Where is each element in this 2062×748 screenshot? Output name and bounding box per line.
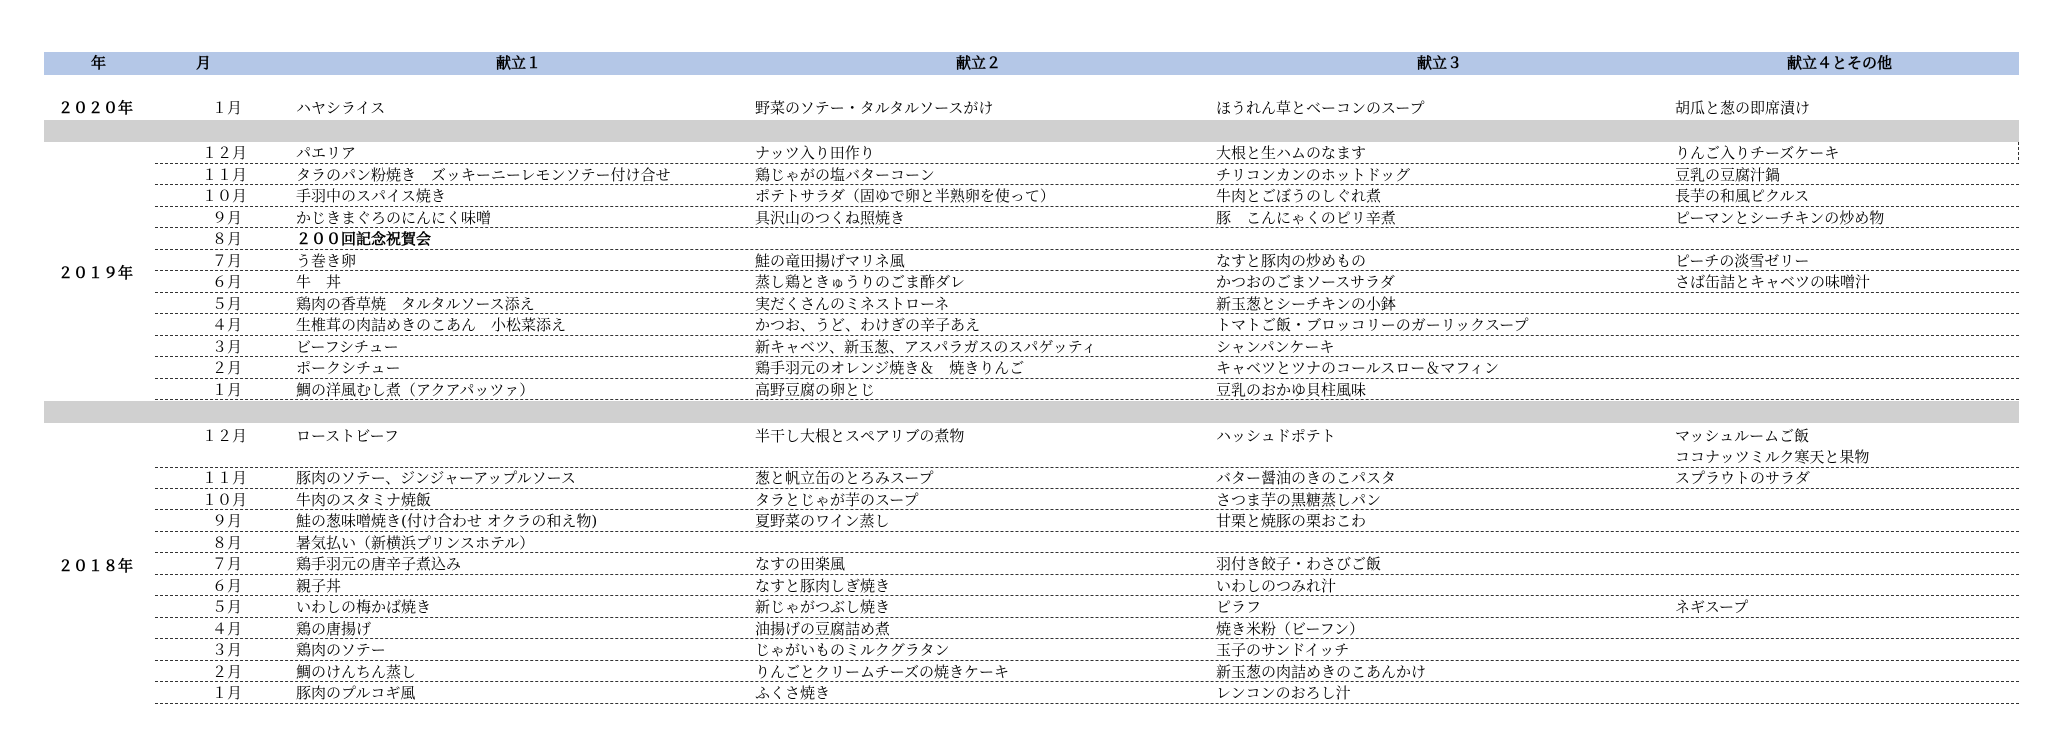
cell-menu3: 玉子のサンドイッチ bbox=[1216, 641, 1350, 659]
table-row bbox=[0, 575, 2062, 597]
cell-menu2: タラとじゃが芋のスープ bbox=[755, 490, 919, 509]
cell-menu3: なすと豚肉の炒めもの bbox=[1216, 251, 1367, 270]
section-separator bbox=[44, 120, 2019, 142]
table-row bbox=[0, 425, 2062, 467]
cell-menu2: ポテトサラダ（固ゆで卵と半熟卵を使って） bbox=[755, 187, 1055, 205]
cell-month: ６月 bbox=[211, 576, 242, 595]
cell-menu1: 鶏肉の香草焼 タルタルソース添え bbox=[296, 294, 535, 313]
cell-menu2: 具沢山のつくね照焼き bbox=[755, 208, 906, 227]
section-separator bbox=[44, 401, 2019, 423]
cell-menu2: 夏野菜のワイン蒸し bbox=[755, 512, 890, 530]
year-2018: ２０１８年 bbox=[58, 557, 134, 575]
cell-month: １月 bbox=[211, 684, 242, 702]
cell-menu3: かつおのごまソースサラダ bbox=[1216, 273, 1395, 291]
cell-month: １１月 bbox=[202, 165, 248, 184]
table-row bbox=[0, 357, 2062, 379]
cell-menu2: 高野豆腐の卵とじ bbox=[755, 380, 876, 399]
cell-menu2: なすの田楽風 bbox=[755, 555, 846, 573]
cell-menu4: 長芋の和風ピクルス bbox=[1675, 187, 1810, 205]
cell-menu1: ２００回記念祝賀会 bbox=[296, 230, 432, 248]
header-row bbox=[44, 52, 2019, 75]
header-menu1: 献立１ bbox=[496, 54, 542, 72]
cell-menu3: 新玉葱とシーチキンの小鉢 bbox=[1216, 294, 1396, 313]
cell-menu4: 豆乳の豆腐汁鍋 bbox=[1675, 165, 1781, 184]
cell-menu4: さば缶詰とキャベツの味噌汁 bbox=[1675, 273, 1871, 291]
cell-menu3: 甘栗と焼豚の栗おこわ bbox=[1216, 512, 1367, 530]
border-right bbox=[2018, 142, 2019, 160]
header-month: 月 bbox=[196, 54, 212, 72]
table-row bbox=[0, 682, 2062, 704]
cell-menu3: ハッシュドポテト bbox=[1216, 427, 1336, 445]
cell-month: １２月 bbox=[202, 144, 248, 162]
year-2020: ２０２０年 bbox=[58, 99, 134, 117]
cell-menu1: いわしの梅かば焼き bbox=[296, 598, 432, 616]
cell-menu1: かじきまぐろのにんにく味噌 bbox=[296, 208, 492, 227]
cell-menu4: マッシュルームご飯 bbox=[1675, 427, 1810, 445]
header-menu3: 献立３ bbox=[1417, 54, 1463, 72]
cell-month: ７月 bbox=[211, 251, 242, 270]
cell-menu1: 鶏の唐揚げ bbox=[296, 619, 372, 638]
cell-menu2: じゃがいものミルクグラタン bbox=[755, 641, 950, 659]
cell-menu3: キャベツとツナのコールスロー＆マフィン bbox=[1216, 359, 1500, 377]
cell-menu3: いわしのつみれ汁 bbox=[1216, 576, 1337, 595]
cell-menu1: 鮭の葱味噌焼き(付け合わせ オクラの和え物) bbox=[296, 512, 598, 530]
table-row bbox=[0, 336, 2062, 358]
cell-month: ４月 bbox=[211, 316, 242, 334]
cell-menu3: トマトご飯・ブロッコリーのガーリックスープ bbox=[1216, 316, 1529, 334]
cell-menu4: りんご入りチーズケーキ bbox=[1675, 144, 1840, 162]
header-menu4: 献立４とその他 bbox=[1787, 54, 1893, 72]
cell-menu1: 親子丼 bbox=[296, 576, 342, 595]
cell-month: ３月 bbox=[211, 641, 242, 659]
cell-menu2: 半干し大根とスペアリブの煮物 bbox=[755, 427, 965, 445]
cell-month: １月 bbox=[211, 380, 242, 399]
cell-menu2: 鮭の竜田揚げマリネ風 bbox=[755, 251, 905, 270]
cell-menu3: 羽付き餃子・わさびご飯 bbox=[1216, 555, 1382, 573]
table-row bbox=[0, 207, 2062, 229]
cell-menu1: パエリア bbox=[296, 144, 357, 162]
table-row bbox=[0, 228, 2062, 250]
cell-menu1: ローストビーフ bbox=[296, 427, 399, 445]
cell-menu3: 大根と生ハムのなます bbox=[1216, 144, 1367, 162]
cell-menu3: 牛肉とごぼうのしぐれ煮 bbox=[1216, 187, 1382, 205]
cell-month: ５月 bbox=[211, 598, 242, 616]
cell-menu1: タラのパン粉焼き ズッキーニーレモンソテー付け合せ bbox=[296, 165, 671, 184]
cell-menu4-extra: ココナッツミルク寒天と果物 bbox=[1675, 448, 1870, 466]
cell-menu3: チリコンカンのホットドッグ bbox=[1216, 165, 1411, 184]
cell-menu4: ネギスープ bbox=[1675, 598, 1749, 616]
cell-menu4: ピーマンとシーチキンの炒め物 bbox=[1675, 208, 1885, 227]
table-row bbox=[0, 293, 2062, 315]
cell-month: １２月 bbox=[202, 427, 248, 445]
cell-menu1: 生椎茸の肉詰めきのこあん 小松菜添え bbox=[296, 316, 567, 334]
cell-menu3: 豆乳のおかゆ貝柱風味 bbox=[1216, 380, 1367, 399]
cell-menu1: 鯛の洋風むし煮（アクアパッツァ） bbox=[296, 380, 535, 399]
cell-menu1: う巻き卵 bbox=[296, 251, 357, 270]
table-row bbox=[0, 142, 2062, 164]
cell-menu3: 焼き米粉（ビーフン） bbox=[1216, 619, 1365, 638]
cell-menu1: 鶏手羽元の唐辛子煮込み bbox=[296, 555, 462, 573]
table-row bbox=[0, 467, 2062, 489]
header-year: 年 bbox=[91, 54, 107, 72]
table-row bbox=[0, 532, 2062, 554]
cell-month: ５月 bbox=[211, 294, 242, 313]
cell-month: ２月 bbox=[211, 662, 242, 681]
cell-menu3: ほうれん草とベーコンのスープ bbox=[1216, 99, 1425, 117]
cell-menu4: ピーチの淡雪ゼリー bbox=[1675, 251, 1810, 270]
header-menu2: 献立２ bbox=[956, 54, 1002, 72]
cell-menu1: 鶏肉のソテー bbox=[296, 641, 386, 659]
cell-menu1: 暑気払い（新横浜プリンスホテル） bbox=[296, 533, 535, 552]
cell-menu3: レンコンのおろし汁 bbox=[1216, 684, 1351, 702]
cell-month: １月 bbox=[211, 99, 242, 117]
cell-menu2: 蒸し鶏ときゅうりのごま酢ダレ bbox=[755, 273, 966, 291]
cell-menu2: 油揚げの豆腐詰め煮 bbox=[755, 619, 891, 638]
cell-menu1: ビーフシチュー bbox=[296, 337, 399, 356]
cell-menu2: 新キャベツ、新玉葱、アスパラガスのスパゲッティ bbox=[755, 337, 1097, 356]
cell-menu2: 新じゃがつぶし焼き bbox=[755, 598, 891, 616]
table-row bbox=[0, 639, 2062, 661]
cell-month: ８月 bbox=[211, 230, 242, 248]
table-row bbox=[0, 618, 2062, 640]
cell-menu1: 鯛のけんちん蒸し bbox=[296, 662, 417, 681]
table-row bbox=[0, 250, 2062, 272]
table-row bbox=[0, 510, 2062, 532]
cell-month: ４月 bbox=[211, 619, 242, 638]
cell-menu1: 牛 丼 bbox=[296, 273, 342, 291]
cell-menu2: 鶏じゃがの塩バターコーン bbox=[755, 165, 935, 184]
table-row bbox=[0, 379, 2062, 401]
cell-menu2: 野菜のソテー・タルタルソースがけ bbox=[755, 99, 994, 117]
table-row bbox=[0, 596, 2062, 618]
table-row bbox=[0, 314, 2062, 336]
cell-menu3: バター醤油のきのこパスタ bbox=[1216, 469, 1397, 487]
cell-menu2: ふくさ焼き bbox=[755, 684, 831, 702]
table-row bbox=[0, 489, 2062, 511]
cell-menu1: 豚肉のソテー、ジンジャーアップルソース bbox=[296, 469, 576, 487]
year-2019: ２０１９年 bbox=[58, 264, 134, 282]
cell-menu1: 牛肉のスタミナ焼飯 bbox=[296, 490, 432, 509]
row-divider bbox=[155, 399, 2019, 400]
cell-month: ９月 bbox=[211, 208, 242, 227]
cell-month: ９月 bbox=[211, 512, 242, 530]
cell-month: ６月 bbox=[211, 273, 242, 291]
cell-menu1: 手羽中のスパイス焼き bbox=[296, 187, 446, 205]
cell-month: ８月 bbox=[211, 533, 242, 552]
cell-menu2: かつお、うど、わけぎの辛子あえ bbox=[755, 316, 981, 334]
table-row bbox=[0, 661, 2062, 683]
cell-menu1: ポークシチュー bbox=[296, 359, 401, 377]
cell-menu3: 豚 こんにゃくのピリ辛煮 bbox=[1216, 208, 1396, 227]
table-row bbox=[0, 271, 2062, 293]
cell-menu3: 新玉葱の肉詰めきのこあんかけ bbox=[1216, 662, 1427, 681]
cell-menu2: 鶏手羽元のオレンジ焼き＆ 焼きりんご bbox=[755, 359, 1025, 377]
cell-month: ３月 bbox=[211, 337, 242, 356]
table-row bbox=[0, 553, 2062, 575]
cell-month: １０月 bbox=[202, 490, 248, 509]
row-divider bbox=[155, 703, 2019, 704]
cell-month: ２月 bbox=[211, 359, 242, 377]
table-row bbox=[0, 164, 2062, 186]
cell-menu3: さつま芋の黒糖蒸しパン bbox=[1216, 490, 1382, 509]
cell-menu2: 葱と帆立缶のとろみスープ bbox=[755, 469, 934, 487]
table-row bbox=[0, 185, 2062, 207]
cell-menu2: 実だくさんのミネストローネ bbox=[755, 294, 950, 313]
cell-menu1: ハヤシライス bbox=[296, 99, 386, 117]
cell-menu1: 豚肉のプルコギ風 bbox=[296, 684, 416, 702]
cell-menu2: ナッツ入り田作り bbox=[755, 144, 875, 162]
cell-menu4: スプラウトのサラダ bbox=[1675, 469, 1810, 487]
cell-menu2: なすと豚肉しぎ焼き bbox=[755, 576, 891, 595]
cell-month: １１月 bbox=[202, 469, 248, 487]
cell-month: １０月 bbox=[202, 187, 248, 205]
cell-menu3: ピラフ bbox=[1216, 598, 1262, 616]
table-row bbox=[0, 97, 2062, 118]
cell-month: ７月 bbox=[211, 555, 242, 573]
cell-menu3: シャンパンケーキ bbox=[1216, 337, 1335, 356]
cell-menu2: りんごとクリームチーズの焼きケーキ bbox=[755, 662, 1009, 681]
cell-menu4: 胡瓜と葱の即席漬け bbox=[1675, 99, 1811, 117]
